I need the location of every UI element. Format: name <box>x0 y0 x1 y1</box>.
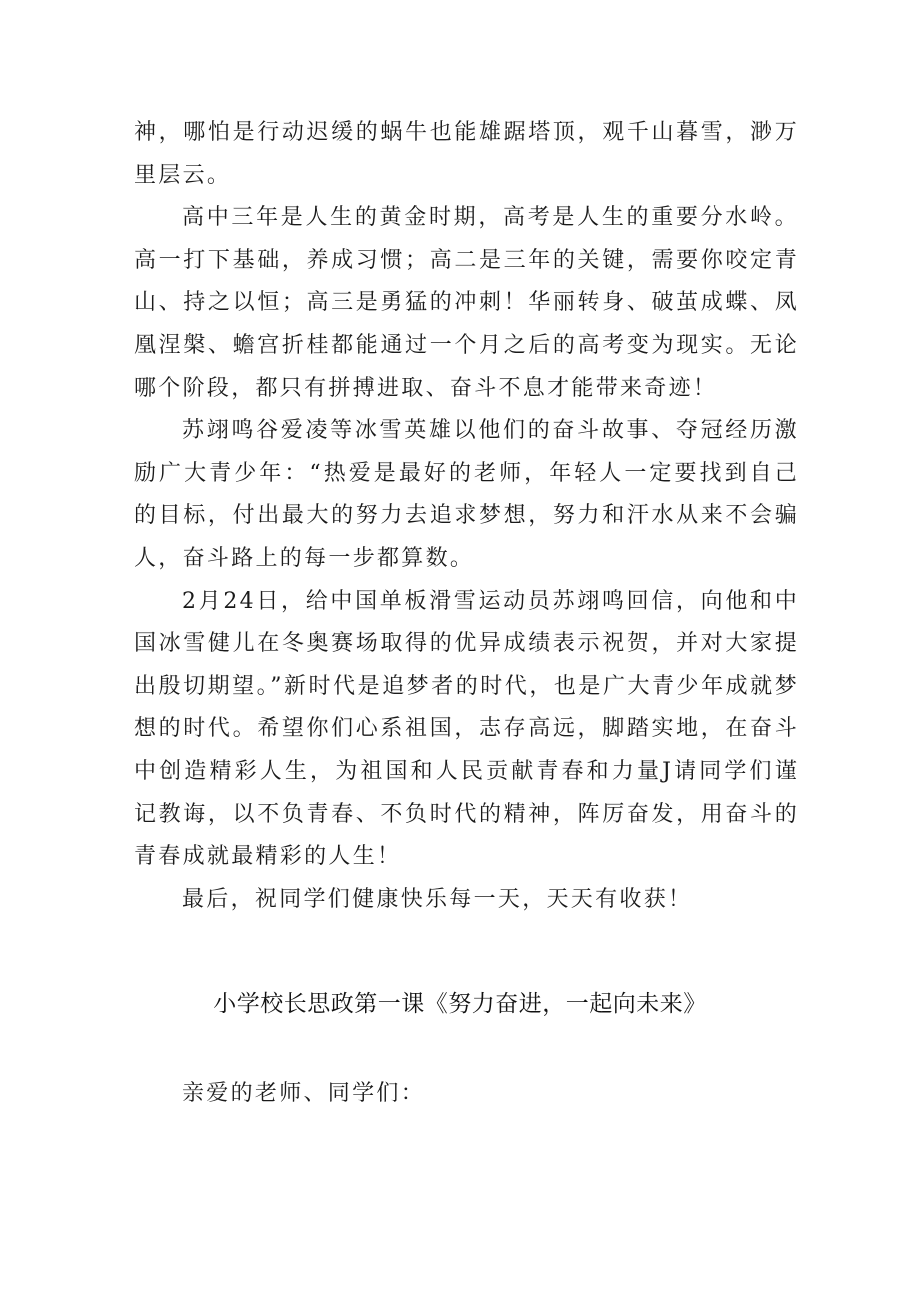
paragraph-closing-wish: 最后，祝同学们健康快乐每一天，天天有收获！ <box>182 886 693 912</box>
paragraph-winter-heroes: 苏翊鸣谷爱凌等冰雪英雄以他们的奋斗故事、夺冠经历激励广大青少年：“热爱是最好的老师，年轻人一定要找到自己的目标，付出最大的努力去追求梦想，努力和汗水从来不会骗人，奋斗路上的每一步都算数。 <box>134 418 799 571</box>
paragraph-reply-letter: 2月24日，给中国单板滑雪运动员苏翊鸣回信，向他和中国冰雪健儿在冬奥赛场取得的优异成绩表示祝贺，并对大家提出殷切期望。”新时代是追梦者的时代，也是广大青少年成就梦想的时代。希望你们心系祖国，志存高远，脚踏实地，在奋斗中创造精彩人生，为祖国和人民贡献青春和力量J请同学们谨记教诲，以不负青春、不负时代的精神，阵厉奋发，用奋斗的青春成就最精彩的人生！ <box>134 588 799 870</box>
paragraph-continuation: 神，哪怕是行动迟缓的蜗牛也能雄踞塔顶，观千山暮雪，渺万里层云。 <box>134 120 799 188</box>
speech-title: 小学校长思政第一课《努力奋进，一起向未来》 <box>213 991 707 1017</box>
document-body <box>134 112 799 921</box>
salutation: 亲爱的老师、同学们： <box>182 1081 426 1106</box>
paragraph-high-school: 高中三年是人生的黄金时期，高考是人生的重要分水岭。高一打下基础，养成习惯；高二是三年的关键，需要你咬定青山、持之以恒；高三是勇猛的冲刺！华丽转身、破茧成蝶、凤凰涅槃、蟾宫折桂都能通过一个月之后的高考变为现实。无论哪个阶段，都只有拼搏进取、奋斗不息才能带来奇迹！ <box>134 205 799 401</box>
